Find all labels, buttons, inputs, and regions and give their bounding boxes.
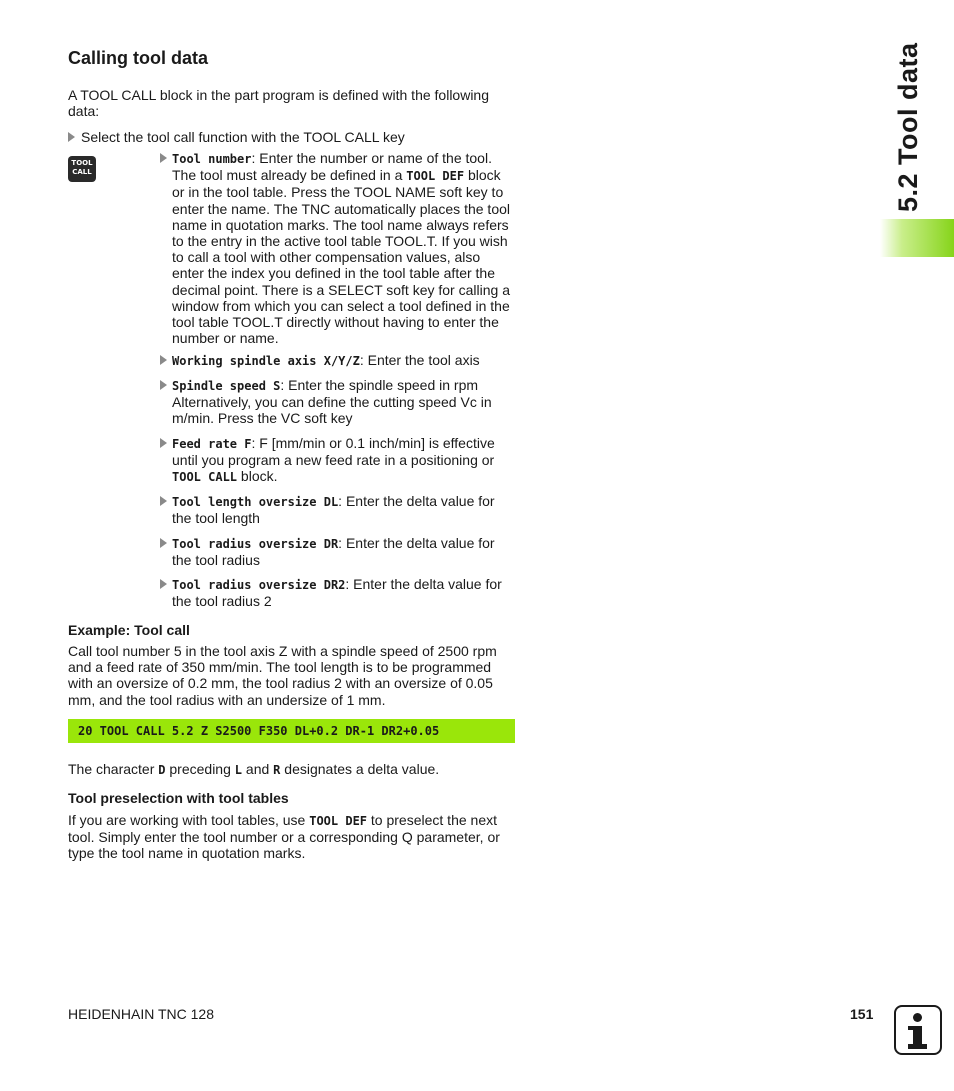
param-text: : Enter the number or name of the tool. The tool must already be defined in a [172, 150, 492, 184]
select-instruction [68, 129, 518, 145]
param-text: : Enter the delta value for the tool length [172, 493, 495, 527]
section-tab-marker [880, 219, 954, 257]
preselect-heading: Tool preselection with tool tables [68, 790, 289, 806]
footer-product: HEIDENHAIN TNC 128 [68, 1006, 215, 1022]
inline-code: D [158, 763, 166, 777]
example-heading: Example: Tool call [68, 622, 190, 638]
arrow-icon [68, 132, 75, 142]
param-item-feed-rate [160, 435, 512, 486]
param-item-length-oversize [160, 493, 512, 526]
param-text: : Enter the spindle speed in rpm Alternatively, you can define the cutting speed Vc in m/min. Press the VC soft key [172, 377, 492, 427]
param-text: block or in the tool table. Press the TOOL NAME soft key to enter the name. The TNC automatically places the tool name in quotation marks. The tool name always refers to the entry in the active tool table TOOL.T. If you wish to call a tool with other compensation values, also enter the index you defined in the tool table after the decimal point. There is a SELECT soft key for calling a window from which you can select a tool defined in the tool table TOOL.T directly without having to enter the number or name. [172, 167, 510, 347]
example-paragraph: Call tool number 5 in the tool axis Z with a spindle speed of 2500 rpm and a feed rate of 350 mm/min. The tool length is to be programmed with an oversize of 0.2 mm, the tool radius 2 with an oversize of 0.05 mm, and the tool radius with an undersize of 1 mm. [68, 643, 497, 708]
param-text: : F [mm/min or 0.1 inch/min] is effective until you program a new feed rate in a positioning or [172, 435, 495, 469]
param-text: : Enter the tool axis [359, 352, 480, 368]
preselect-text: If you are working with tool tables, use [68, 812, 310, 828]
param-item-spindle-axis [160, 352, 512, 369]
preselect-text: to preselect the next tool. Simply enter the tool number or a corresponding Q parameter, or type the tool name in quotation marks. [68, 812, 500, 862]
intro-paragraph: A TOOL CALL block in the part program is defined with the following data: [68, 87, 490, 120]
param-label: Spindle speed S [172, 379, 281, 393]
param-text: block. [237, 468, 278, 485]
section-side-title: 5.2 Tool data [893, 42, 923, 212]
inline-code: L [234, 763, 243, 777]
param-label: Working spindle axis X/Y/Z [172, 354, 360, 368]
page-number: 151 [850, 1006, 874, 1022]
param-label: Tool radius oversize DR2 [172, 578, 346, 592]
param-label: Feed rate F [172, 437, 252, 451]
key-label-line2: CALL [72, 168, 92, 176]
arrow-icon [160, 496, 167, 506]
key-label-line1: TOOL [71, 159, 93, 167]
param-label: Tool number [172, 152, 252, 166]
inline-code: TOOL DEF [406, 169, 465, 184]
arrow-icon [160, 538, 167, 548]
param-text: : Enter the delta value for the tool radius 2 [172, 576, 502, 610]
code-example: 20 TOOL CALL 5.2 Z S2500 F350 DL+0.2 DR-1 DR2+0.05 [78, 724, 440, 738]
info-icon [894, 1005, 942, 1055]
param-label: Tool length oversize DL [172, 495, 339, 509]
preselect-paragraph [68, 812, 518, 862]
note-text: designates a delta value. [280, 761, 440, 777]
arrow-icon [160, 355, 167, 365]
param-text: : Enter the delta value for the tool radius [172, 535, 495, 569]
inline-code: R [273, 763, 281, 777]
param-item-tool-number [160, 150, 512, 346]
inline-code: TOOL CALL [172, 470, 238, 485]
inline-code: TOOL DEF [309, 814, 368, 828]
param-item-radius-oversize-2 [160, 576, 512, 609]
code-example-bar [68, 719, 515, 743]
param-item-spindle-speed [160, 377, 512, 427]
param-label: Tool radius oversize DR [172, 537, 339, 551]
arrow-icon [160, 438, 167, 448]
note-text: and [242, 761, 274, 777]
note-text: preceding [165, 761, 235, 777]
param-item-radius-oversize [160, 535, 512, 568]
arrow-icon [160, 380, 167, 390]
select-instruction-text: Select the tool call function with the TOOL CALL key [81, 129, 405, 145]
arrow-icon [160, 153, 167, 163]
page-heading: Calling tool data [68, 48, 209, 68]
delta-note [68, 761, 518, 778]
note-text: The character [68, 761, 159, 777]
arrow-icon [160, 579, 167, 589]
tool-call-key-icon [68, 156, 96, 182]
